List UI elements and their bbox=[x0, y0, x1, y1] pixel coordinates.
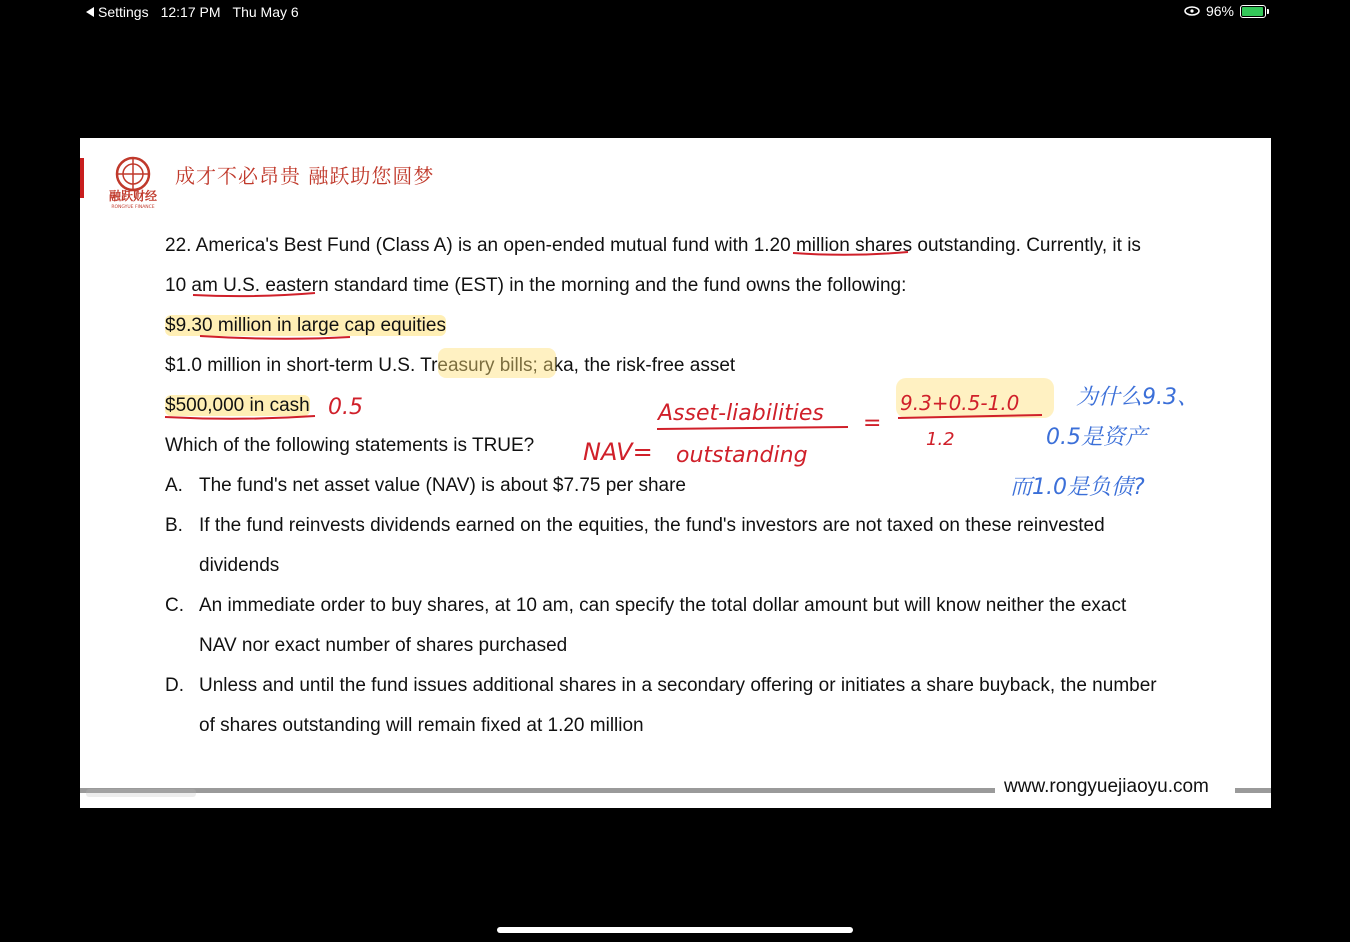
cash-note: 0.5 bbox=[328, 395, 363, 420]
option-text: If the fund reinvests dividends earned on the equities, the fund's investors are not taxed on these reinvested bbox=[199, 515, 1105, 536]
option-letter: A. bbox=[165, 475, 183, 496]
holding-cash-text: $500,000 in cash bbox=[165, 395, 310, 416]
status-date: Thu May 6 bbox=[232, 4, 299, 20]
formula-numerator: Asset-liabilities bbox=[658, 401, 824, 426]
footer-rule bbox=[80, 788, 995, 793]
option-text: The fund's net asset value (NAV) is about $7.75 per share bbox=[199, 475, 686, 496]
status-bar-right bbox=[1184, 3, 1266, 19]
status-time: 12:17 PM bbox=[160, 4, 221, 20]
option-letter: C. bbox=[165, 595, 184, 616]
option-d-continued: of shares outstanding will remain fixed at 1.20 million bbox=[199, 715, 644, 736]
option-text: Unless and until the fund issues additional shares in a secondary offering or initiates a share buyback, the number bbox=[199, 675, 1157, 696]
question-prompt: Which of the following statements is TRUE? bbox=[165, 435, 535, 456]
footer-rule-end bbox=[1235, 788, 1271, 793]
option-b-continued: dividends bbox=[199, 555, 280, 576]
back-arrow-icon bbox=[86, 7, 94, 17]
battery-percent: 96% bbox=[1205, 3, 1234, 19]
holding-equities bbox=[165, 306, 1245, 346]
calc-denominator: 1.2 bbox=[926, 429, 955, 450]
footer-url: www.rongyuejiaoyu.com bbox=[1004, 776, 1209, 797]
slide-accent-bar bbox=[80, 158, 84, 198]
formula-denominator: outstanding bbox=[676, 443, 808, 468]
brand-logo bbox=[100, 154, 166, 210]
status-bar-left bbox=[86, 4, 299, 20]
holding-cash bbox=[165, 386, 1245, 426]
question-block bbox=[165, 226, 1245, 746]
calc-numerator: 9.3+0.5-1.0 bbox=[900, 391, 1020, 415]
option-text: An immediate order to buy shares, at 10 am, can specify the total dollar amount but will know neither the exact bbox=[199, 595, 1127, 616]
option-a bbox=[165, 466, 1245, 506]
logo-subcaption: RONGYUE FINANCE bbox=[111, 205, 155, 210]
student-question-line-1: 为什么9.3、 bbox=[1076, 385, 1199, 410]
option-c-continued: NAV nor exact number of shares purchased bbox=[199, 635, 568, 656]
holding-equities-text: $9.30 million in large cap equities bbox=[165, 315, 446, 336]
option-d bbox=[165, 666, 1245, 706]
footer-faint-mark bbox=[86, 786, 196, 800]
back-label: Settings bbox=[98, 4, 149, 20]
lecture-slide bbox=[80, 138, 1271, 808]
option-letter: B. bbox=[165, 515, 183, 536]
slide-slogan: 成才不必昂贵 融跃助您圆梦 bbox=[175, 164, 435, 188]
question-line-2: 10 am U.S. eastern standard time (EST) in the morning and the fund owns the following: bbox=[165, 275, 907, 296]
status-bar bbox=[0, 0, 1350, 24]
logo-caption: 融跃财经 bbox=[108, 189, 158, 203]
holding-tbills: $1.0 million in short-term U.S. Treasury bills; aka, the risk-free asset bbox=[165, 355, 736, 376]
back-to-settings-button[interactable] bbox=[86, 4, 149, 20]
option-c bbox=[165, 586, 1245, 626]
home-indicator[interactable] bbox=[497, 927, 853, 933]
option-letter: D. bbox=[165, 675, 184, 696]
battery-level-fill bbox=[1242, 7, 1263, 16]
screen-mirroring-icon bbox=[1184, 5, 1200, 17]
question-line-1: 22. America's Best Fund (Class A) is an open-ended mutual fund with 1.20 million shares outstanding. Currently, it is bbox=[165, 235, 1141, 256]
student-question-line-2: 0.5是资产 bbox=[1046, 425, 1147, 450]
nav-label: NAV= bbox=[583, 438, 653, 466]
student-question-line-3: 而1.0是负债? bbox=[1010, 475, 1145, 500]
formula-equals: = bbox=[863, 411, 882, 436]
battery-icon bbox=[1240, 5, 1266, 18]
option-b bbox=[165, 506, 1245, 546]
